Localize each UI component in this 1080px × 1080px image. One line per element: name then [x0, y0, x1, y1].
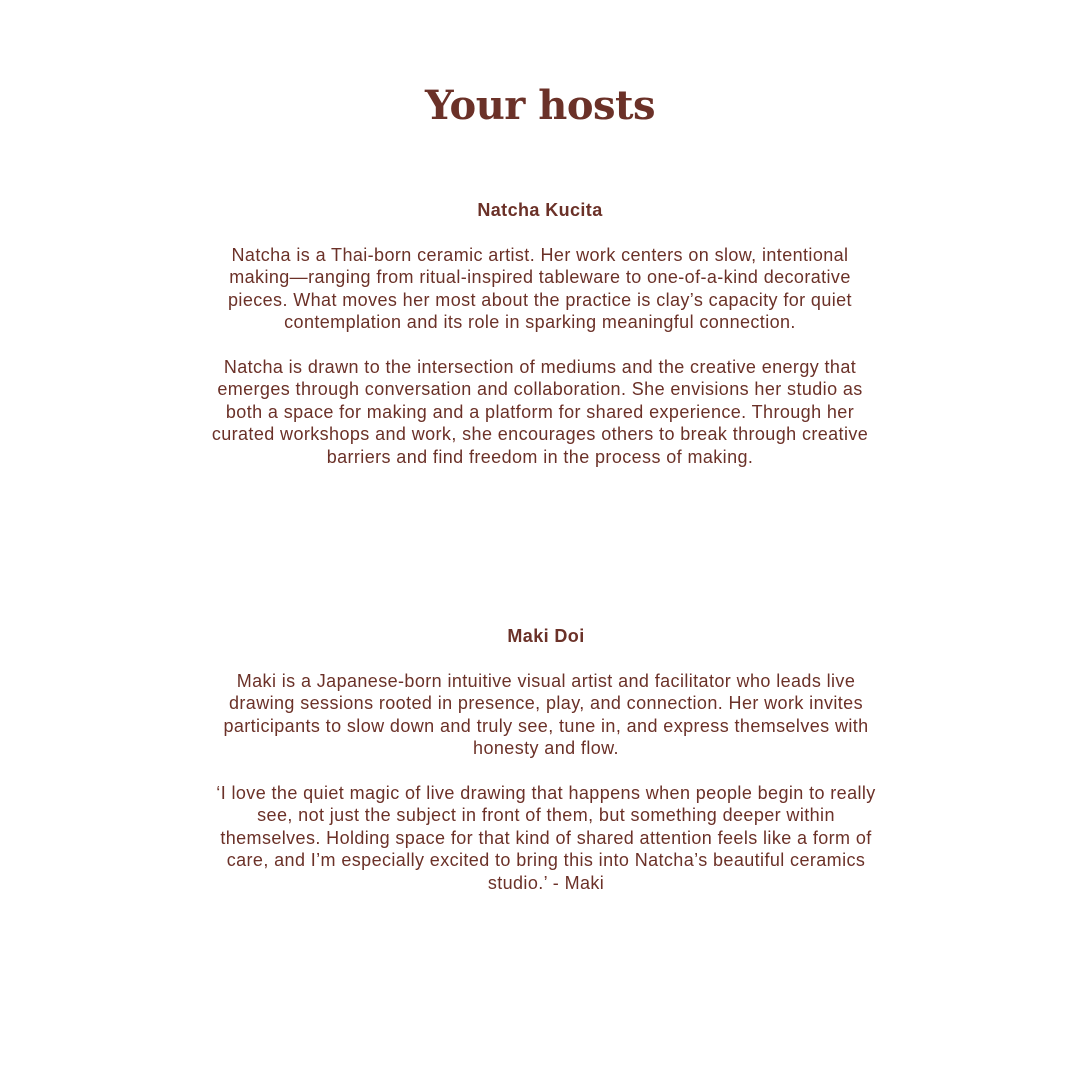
host-section-maki	[211, 625, 881, 916]
page-title: Your hosts	[424, 82, 656, 129]
host-name: Natcha Kucita	[477, 200, 603, 220]
host-section-natcha	[205, 199, 875, 490]
host-quote-paragraph: ‘I love the quiet magic of live drawing that happens when people begin to really see, not just the subject in front of them, but something deeper within themselves. Holding space for that kind of shared attention feels like a form of care, and I’m especially excited to bring this into Natcha’s beautiful ceramics studio.’ - Maki	[216, 783, 876, 893]
host-name: Maki Doi	[507, 626, 585, 646]
host-bio-paragraph: Natcha is drawn to the intersection of mediums and the creative energy that emerges through conversation and collaboration. She envisions her studio as both a space for making and a platform for shared experience. Through her curated workshops and work, she encourages others to break through creative barriers and find freedom in the process of making.	[211, 357, 869, 467]
host-bio-paragraph: Maki is a Japanese-born intuitive visual artist and facilitator who leads live drawing sessions rooted in presence, play, and connection. Her work invites participants to slow down and truly see, tune in, and express themselves with honesty and flow.	[223, 671, 869, 759]
host-bio-paragraph: Natcha is a Thai-born ceramic artist. Her work centers on slow, intentional making—ranging from ritual-inspired tableware to one-of-a-kind decorative pieces. What moves her most about the practice is clay’s capacity for quiet contemplation and its role in sparking meaningful connection.	[228, 245, 852, 333]
